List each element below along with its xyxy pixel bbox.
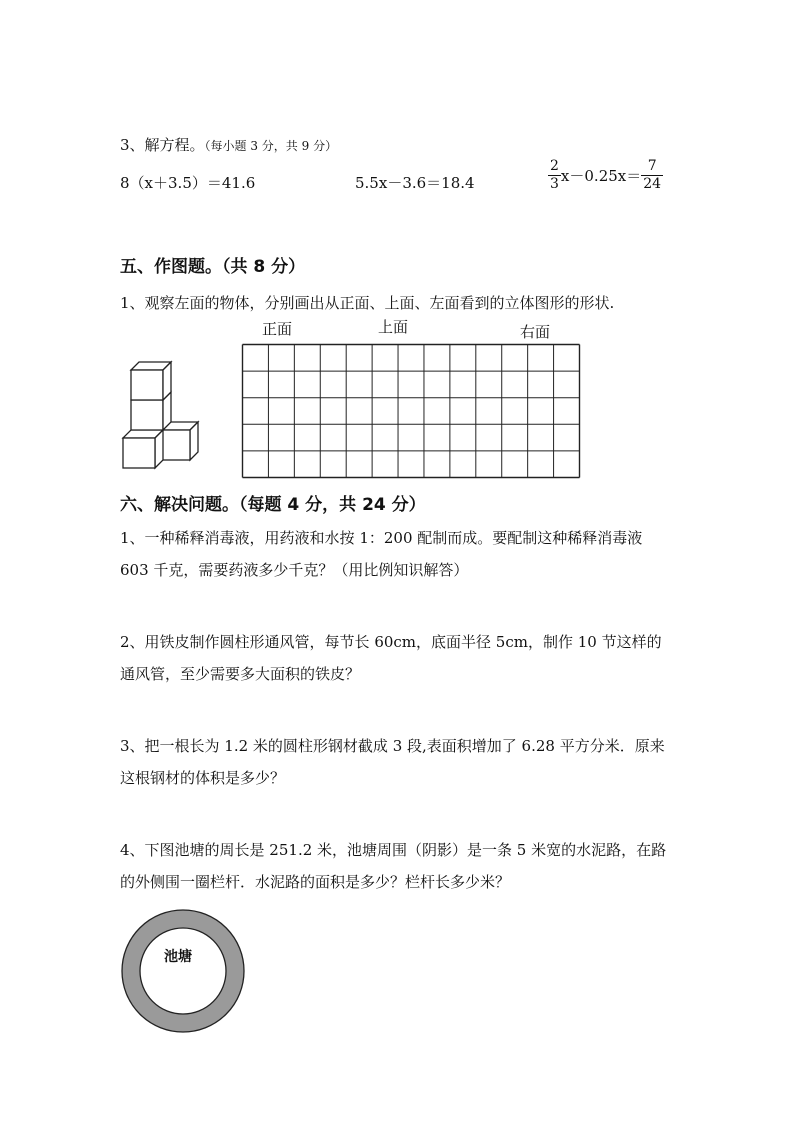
section5-heading: 五、作图题。（共 8 分） — [120, 257, 306, 277]
fraction-numerator: 2 — [550, 158, 559, 174]
pond-label: 池塘 — [164, 949, 192, 965]
section3-title — [120, 134, 337, 155]
label-top-view: 上面 — [378, 318, 409, 336]
label-right-view: 右面 — [520, 323, 551, 341]
section6-question-4: 4、下图池塘的周长是 251.2 米，池塘周围（阴影）是一条 5 米宽的水泥路，在路的外侧围一圈栏杆．水泥路的面积是多少？栏杆长多少米？ — [120, 841, 667, 891]
cube-stack-figure — [118, 360, 208, 472]
section6-question-2: 2、用铁皮制作圆柱形通风管，每节长 60cm，底面半径 5cm，制作 10 节这样的通风管，至少需要多大面积的铁皮？ — [120, 633, 662, 683]
fraction-denominator: 24 — [643, 176, 662, 192]
fraction-numerator: 7 — [641, 158, 663, 176]
label-front-view: 正面 — [262, 320, 293, 338]
cube-front-face — [123, 438, 155, 468]
section6-heading: 六、解决问题。（每题 4 分，共 24 分） — [120, 495, 426, 515]
equation-3 — [548, 158, 663, 193]
pond-figure — [120, 908, 246, 1034]
section6-question-1: 1、一种稀释消毒液，用药液和水按 1：200 配制而成。要配制这种稀释消毒液 603 千克，需要药液多少千克？（用比例知识解答） — [120, 529, 643, 579]
fraction-7-24 — [641, 158, 663, 193]
equation-2: 5.5x－3.6＝18.4 — [355, 174, 475, 192]
equation-3-middle: x－0.25x＝ — [560, 167, 642, 185]
fraction-denominator: 3 — [550, 176, 559, 192]
section3-title-text: 3、解方程。 — [120, 136, 205, 154]
section3-note: （每小题 3 分，共 9 分） — [204, 139, 338, 153]
drawing-grid[interactable] — [242, 344, 580, 478]
section5-question-1: 1、观察左面的物体，分别画出从正面、上面、左面看到的立体图形的形状. — [120, 294, 615, 312]
equation-1: 8（x＋3.5）＝41.6 — [120, 174, 256, 192]
fraction-2-3 — [548, 158, 561, 193]
pond-circle — [140, 928, 226, 1014]
section6-question-3: 3、把一根长为 1.2 米的圆柱形钢材截成 3 段,表面积增加了 6.28 平方分米．原来这根钢材的体积是多少？ — [120, 737, 665, 787]
cube-front-face — [131, 370, 163, 400]
cube-front-face — [131, 400, 163, 430]
